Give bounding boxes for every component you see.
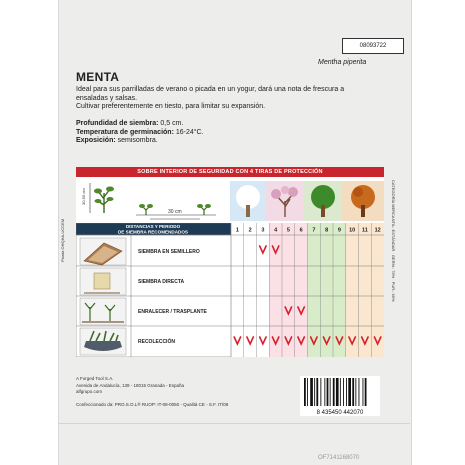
month-label: 12 (374, 227, 381, 234)
calendar-header-line1: DISTANCIAS Y PERIODO (125, 224, 181, 229)
harvest-illustration (80, 328, 126, 355)
row-label-direct: SIEMBRA DIRECTA (138, 279, 185, 285)
winter-tree-icon (230, 181, 266, 221)
seedbed-illustration (80, 238, 126, 265)
barcode-bar (330, 378, 331, 406)
barcode-bar (352, 378, 354, 406)
month-label: 7 (312, 227, 316, 234)
product-code: 08093722 (342, 38, 404, 54)
month-label: 4 (274, 227, 278, 234)
company-address: Avenida de Andalucía, 139 - 18015 Granada - España (76, 382, 184, 388)
description-line: ensaladas y salsas. (76, 94, 138, 102)
spec-depth: Profundidad de siembra: 0,5 cm. (76, 120, 184, 127)
barcode-bar (320, 378, 321, 406)
barcode-bar (307, 378, 308, 406)
month-label: 2 (248, 227, 252, 234)
autumn-tree-icon (342, 181, 384, 221)
barcode-bar (355, 378, 356, 406)
spec-exposure: Exposición: semisombra. (76, 137, 158, 144)
transplant-illustration (80, 298, 126, 325)
sowing-calendar (76, 223, 384, 357)
barcode-number: 8 435450 442070 (316, 410, 364, 416)
barcode-bar (365, 378, 367, 406)
specs (76, 120, 396, 146)
vertical-spacing-label: 30-50 cm (81, 188, 86, 205)
barcode-bar (324, 378, 325, 406)
barcode-bar (310, 378, 313, 406)
barcode-bar (343, 378, 344, 406)
spec-temperature: Temperatura de germinación: 16-24°C. (76, 128, 204, 136)
month-label: 10 (349, 227, 356, 234)
summer-tree-icon (304, 181, 342, 221)
company-name: A Forged Tool S.A. (76, 376, 114, 381)
barcode-bar (336, 378, 339, 406)
barcode-bar (363, 378, 364, 406)
company-web: alfgrupo.com (76, 389, 103, 394)
month-label: 5 (286, 227, 290, 234)
row-label-transplant: ENRALECER / TRASPLANTE (138, 309, 207, 315)
month-label: 3 (261, 227, 265, 234)
horizontal-spacing-label: 30 cm (168, 209, 182, 215)
direct-sowing-illustration (80, 268, 126, 295)
bottom-code: OF7141168070 (318, 455, 360, 461)
footer-address (76, 376, 184, 396)
barcode-bar (314, 378, 315, 406)
month-label: 1 (235, 227, 239, 234)
month-label: 11 (361, 227, 368, 234)
product-title: MENTA (76, 70, 120, 84)
barcode (300, 376, 380, 416)
barcode-bar (348, 378, 351, 406)
description (76, 86, 396, 112)
security-banner: SOBRE INTERIOR DE SEGURIDAD CON 4 TIRAS DE PROTECCIÓN (76, 167, 384, 177)
barcode-bar (327, 378, 329, 406)
description-line: Ideal para sus parrilladas de verano o picada en un yogur, dará una nota de frescura a (76, 86, 345, 93)
barcode-bar (340, 378, 341, 406)
row-label-harvest: RECOLECCIÓN (138, 339, 175, 345)
barcode-bar (359, 378, 360, 406)
month-label: 9 (337, 227, 341, 234)
calendar-header-line2: DE SIEMBRA RECOMENDADOS (117, 229, 189, 235)
barcode-bar (316, 378, 318, 406)
description-line: Cultivar preferentemente en tiesto, para limitar su expansión. (76, 103, 266, 110)
barcode-bar (304, 378, 306, 406)
side-text-right: CATEGORÍA MERCANTIL: ESTÁNDAR · GERM.: 75% · PUR.: 95% (391, 180, 396, 302)
barcode-bar (346, 378, 347, 406)
certification-text: Confeccionado da: PRO.S.O.L® RUOP: IT-08-0050 - Qualità CE - S.F. IT/08 (76, 402, 229, 407)
side-text-left: Planta OHQHA-UCCEM (60, 218, 65, 262)
spring-tree-icon (266, 181, 304, 221)
species-name: Mentha piperita (318, 59, 367, 66)
month-label: 8 (325, 227, 329, 234)
packet-fold-line (58, 423, 410, 424)
barcode-bar (333, 378, 335, 406)
month-label: 6 (299, 227, 303, 234)
row-label-seedbed: SIEMBRA EN SEMILLERO (138, 249, 200, 255)
spacing-and-seasons (76, 177, 384, 223)
